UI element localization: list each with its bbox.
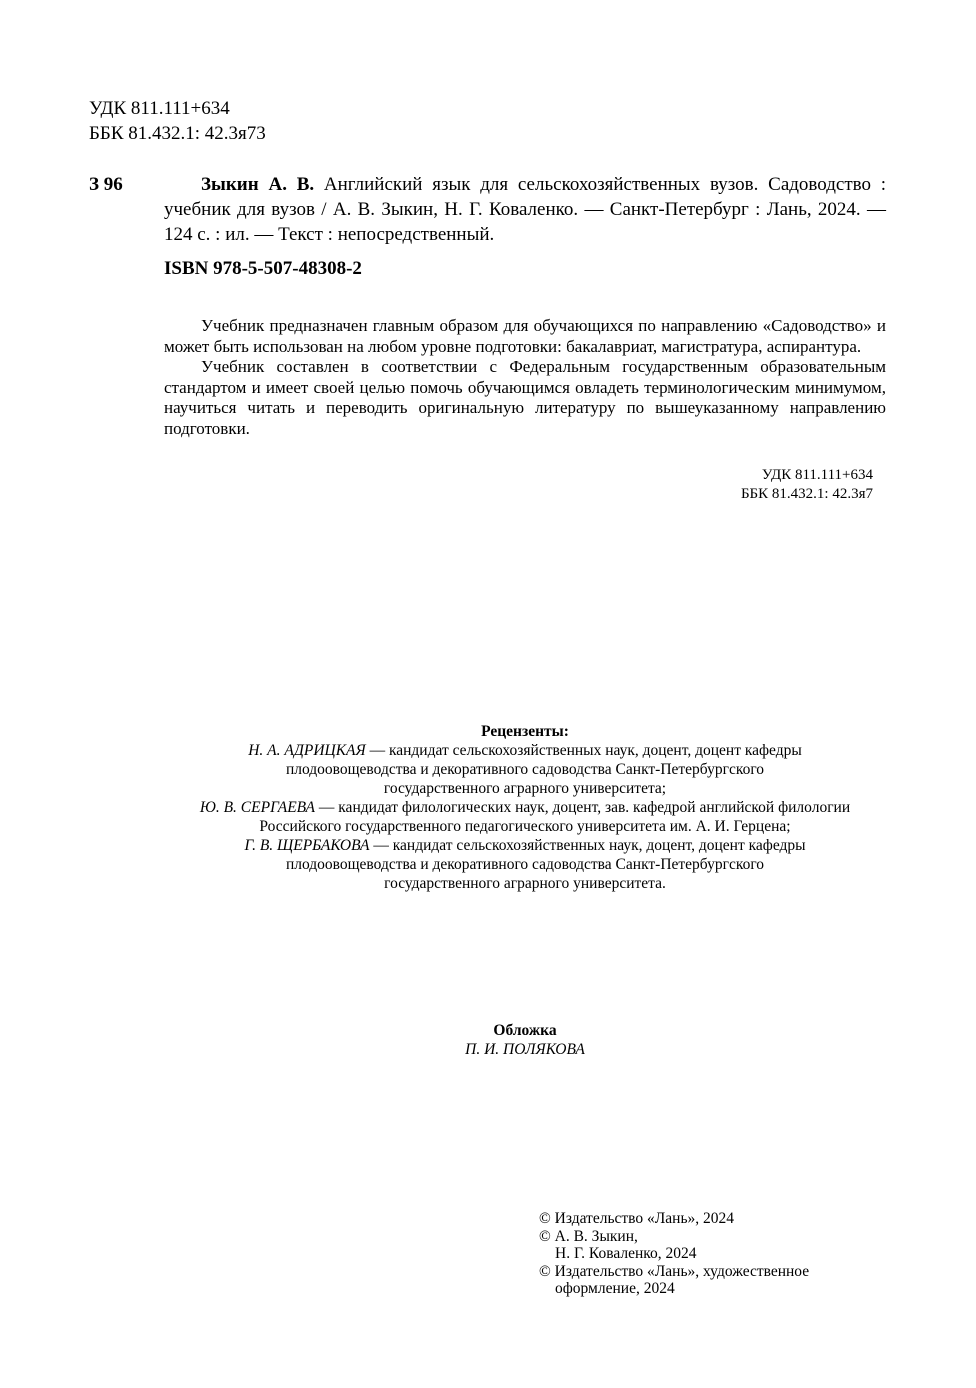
reviewer-affiliation: Российского государственного педагогического университета им. А. И. Герцена;: [259, 818, 791, 835]
reviewer-affiliation: государственного аграрного университета;: [383, 780, 667, 797]
bbk-code: ББК 81.432.1: 42.3я73: [89, 123, 266, 144]
bbk-code: ББК 81.432.1: 42.3я7: [740, 486, 873, 502]
copyright-line: © Издательство «Лань», 2024: [539, 1210, 735, 1227]
cover-credit: [100, 1021, 950, 1059]
reviewer-title: — кандидат сельскохозяйственных наук, доцент, доцент кафедры: [365, 742, 802, 759]
udk-code: УДК 811.111+634: [761, 467, 873, 483]
reviewer-affiliation: плодоовощеводства и декоративного садоводства Санкт-Петербургского: [285, 761, 765, 778]
copyright-line: Н. Г. Коваленко, 2024: [555, 1245, 697, 1262]
cover-heading: Обложка: [493, 1022, 557, 1039]
reviewer-affiliation: государственного аграрного университета.: [384, 875, 666, 892]
author-name: Зыкин А. В.: [201, 174, 315, 195]
reviewers-heading: Рецензенты:: [481, 723, 569, 740]
udk-code: УДК 811.111+634: [89, 98, 230, 119]
reviewer-name: Н. А. АДРИЦКАЯ: [248, 742, 366, 759]
annotation: [164, 316, 886, 439]
copyright-line: оформление, 2024: [555, 1280, 675, 1297]
copyright-block: [539, 1210, 859, 1298]
reviewer-line: [100, 741, 950, 760]
reviewer-affiliation: плодоовощеводства и декоративного садоводства Санкт-Петербургского: [285, 856, 765, 873]
copyright-line: © А. В. Зыкин,: [539, 1227, 638, 1245]
annotation-paragraph: Учебник составлен в соответствии с Федеральным государственным образовательным стандартом и имеет своей целью помочь обучающимся овладеть терминологическим минимумом, научиться читать и переводить оригинальную литературу по вышеуказанному направлению подготовки.: [164, 357, 886, 438]
author-mark: З 96: [89, 174, 123, 195]
description-text: Английский язык для сельскохозяйственных вузов. Садоводство : учебник для вузов / А. В. Зыкин, Н. Г. Коваленко. — Санкт-Петербург : Лань, 2024. — 124 с. : ил. — Текст : непосредственный.: [164, 174, 887, 245]
isbn: ISBN 978-5-507-48308-2: [164, 258, 362, 279]
copyright-line: © Издательство «Лань», художественное: [539, 1262, 810, 1280]
reviewer-title: — кандидат филологических наук, доцент, зав. кафедрой английской филологии: [315, 799, 851, 816]
reviewer-name: Г. В. ЩЕРБАКОВА: [244, 837, 370, 854]
reviewer-line: [100, 798, 950, 817]
reviewers-block: [100, 722, 950, 893]
classification-header: [89, 96, 266, 146]
annotation-paragraph: Учебник предназначен главным образом для обучающихся по направлению «Садоводство» и может быть использован на любом уровне подготовки: бакалавриат, магистратура, аспирантура.: [164, 316, 886, 356]
classification-footer: [600, 466, 873, 504]
reviewer-line: [100, 836, 950, 855]
reviewer-title: — кандидат сельскохозяйственных наук, доцент, доцент кафедры: [369, 837, 806, 854]
reviewer-name: Ю. В. СЕРГАЕВА: [199, 799, 316, 816]
cover-designer: П. И. ПОЛЯКОВА: [465, 1041, 585, 1058]
bibliographic-description: [164, 172, 886, 247]
